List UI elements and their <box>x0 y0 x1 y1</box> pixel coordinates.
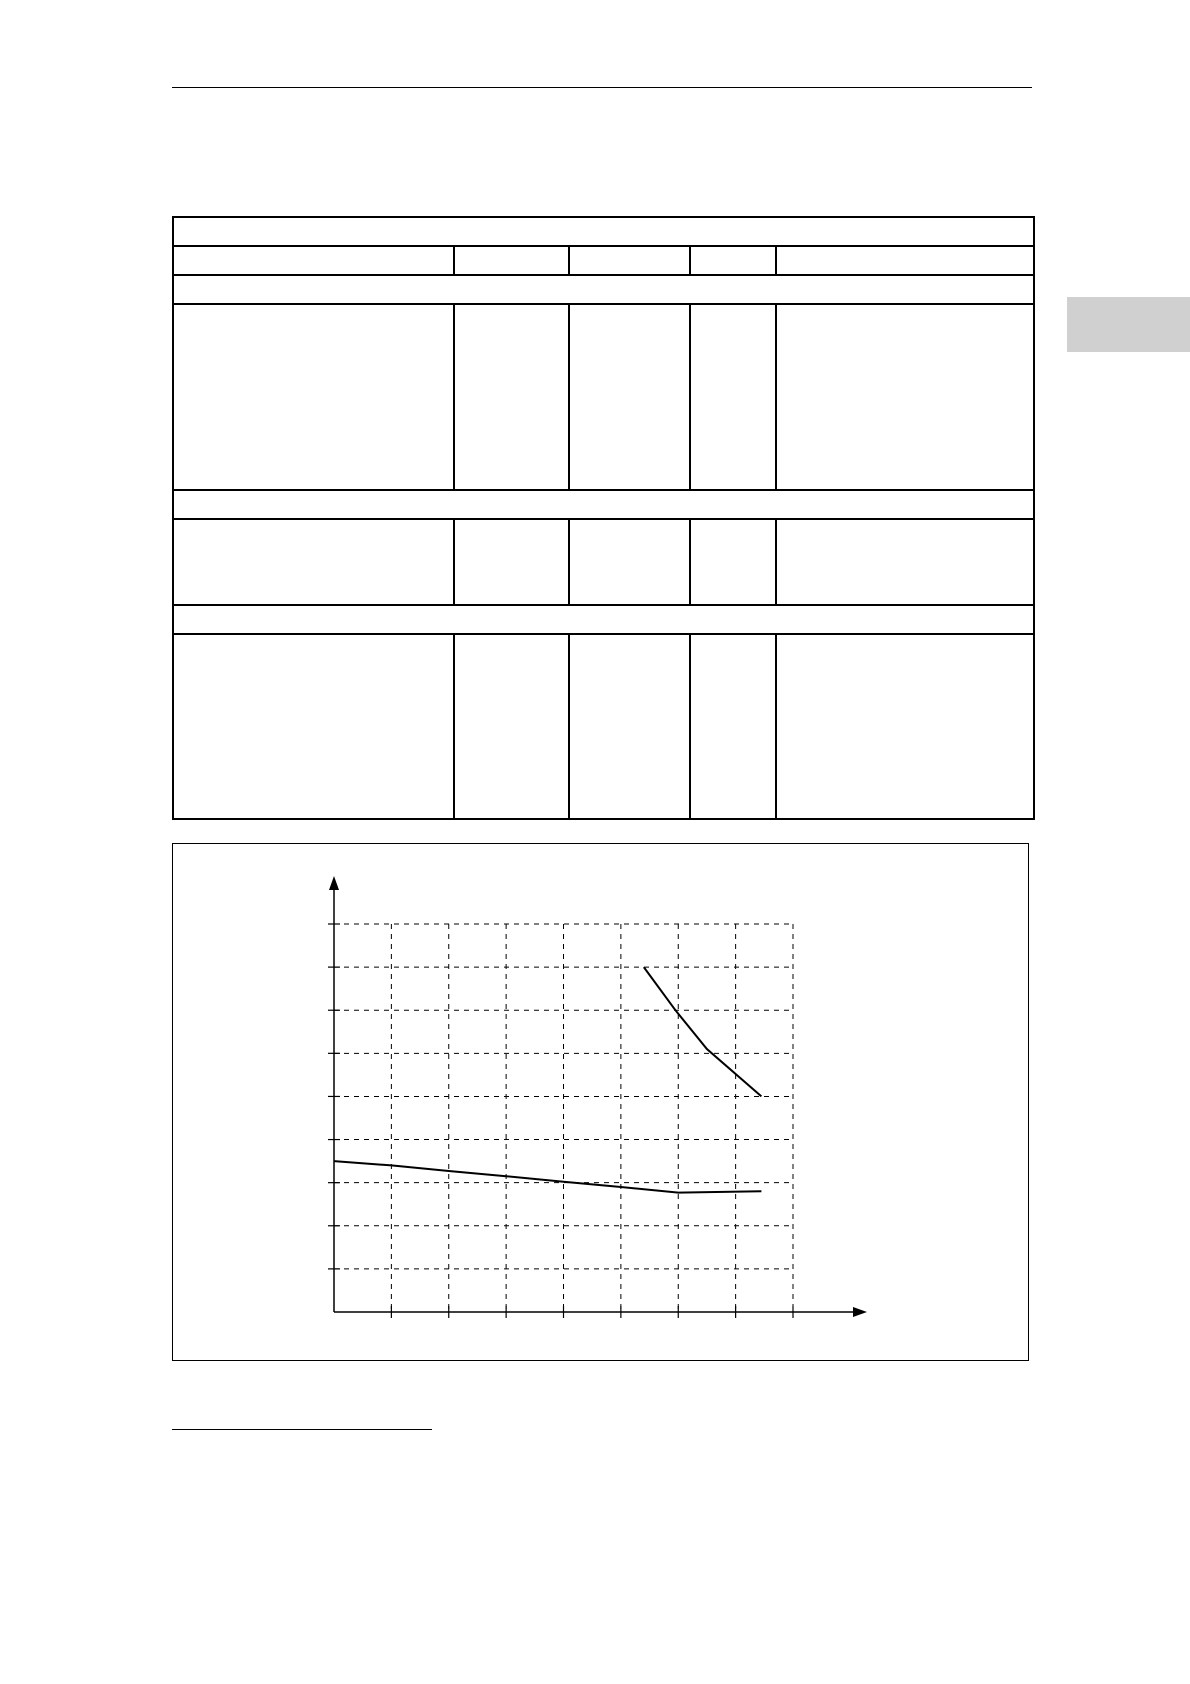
table-cell <box>776 304 1034 490</box>
table-header-row <box>173 246 1034 275</box>
table-row <box>173 634 1034 819</box>
spec-table <box>172 216 1035 820</box>
section-heading-row <box>173 605 1034 634</box>
x-axis-arrow-icon <box>853 1307 867 1317</box>
table-cell <box>454 634 569 819</box>
column-header <box>569 246 690 275</box>
table-cell <box>173 519 454 605</box>
section-heading <box>173 605 1034 634</box>
section-heading <box>173 275 1034 304</box>
column-header <box>173 246 454 275</box>
table-cell <box>569 304 690 490</box>
table-cell <box>454 304 569 490</box>
column-header <box>776 246 1034 275</box>
table-cell <box>569 634 690 819</box>
column-header <box>454 246 569 275</box>
table-cell <box>569 519 690 605</box>
table-cell <box>454 519 569 605</box>
section-heading <box>173 490 1034 519</box>
series-line-2 <box>644 967 762 1096</box>
table-title-row <box>173 217 1034 246</box>
table-title <box>173 217 1034 246</box>
chart-frame <box>172 843 1029 1361</box>
table-cell <box>776 519 1034 605</box>
side-tab <box>1067 297 1190 352</box>
chart-svg <box>173 844 1028 1360</box>
footnote-rule <box>172 1429 432 1430</box>
section-heading-row <box>173 275 1034 304</box>
series-line-1 <box>334 1161 761 1193</box>
table-cell <box>173 304 454 490</box>
section-heading-row <box>173 490 1034 519</box>
table-cell <box>690 304 776 490</box>
y-axis-arrow-icon <box>329 876 339 890</box>
table-row <box>173 519 1034 605</box>
table-row <box>173 304 1034 490</box>
column-header <box>690 246 776 275</box>
table-cell <box>776 634 1034 819</box>
table-cell <box>690 634 776 819</box>
table-cell <box>173 634 454 819</box>
header-rule <box>172 87 1032 88</box>
table-cell <box>690 519 776 605</box>
